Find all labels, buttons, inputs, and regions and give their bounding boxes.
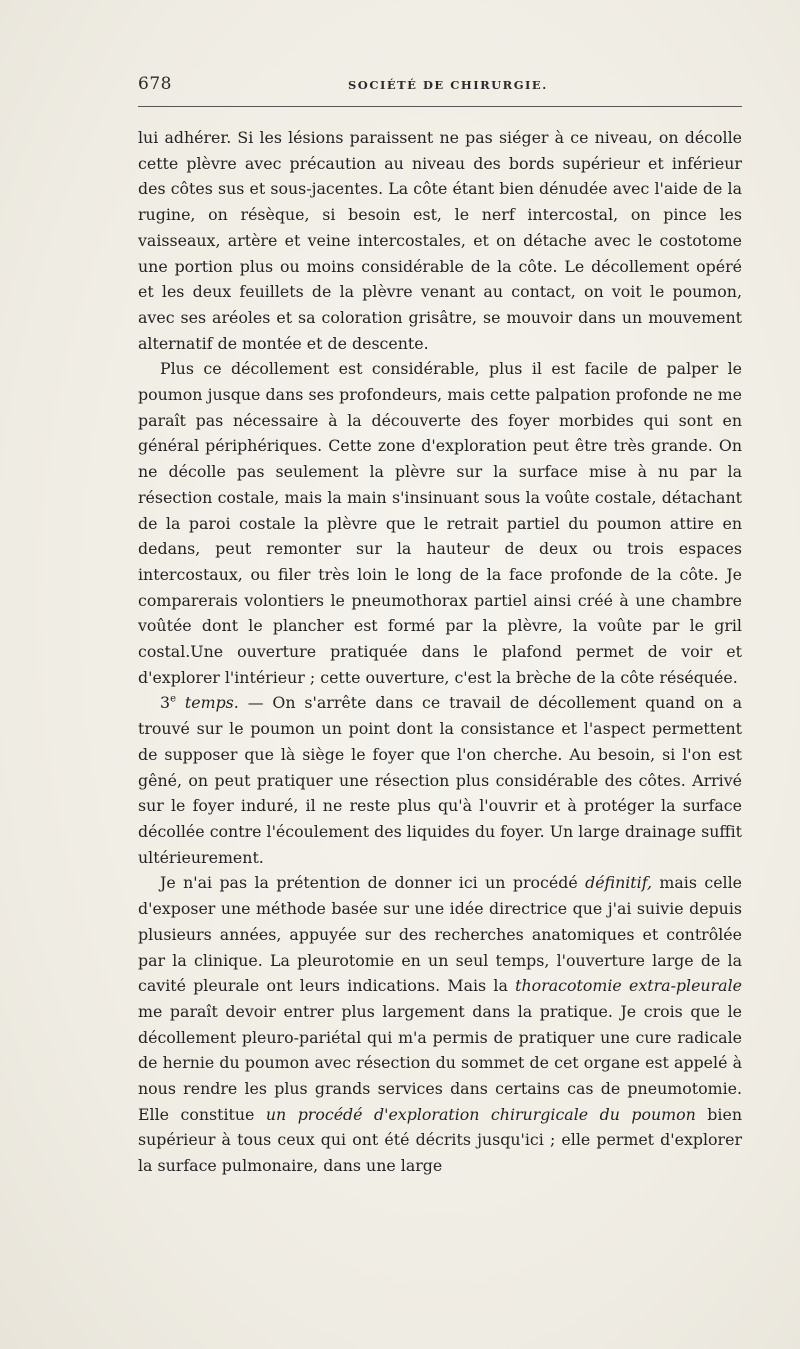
italic-text: temps. (184, 693, 239, 713)
text-run: lui adhérer. Si les lésions paraissent ne pas siéger à ce niveau, on décolle cette plèvre avec précaution au niveau des bords supérieur et inférieur des côtes sus et sous-jacentes. La côte étant bien dénudée avec l'aide de la rugine, on résèque, si besoin est, le nerf intercostal, on pince les vaisseaux, artère et veine intercostales, et on détache avec le costotome une portion plus ou moins considérable de la côte. Le décollement opéré et les deux feuillets de la plèvre venant au contact, on voit le poumon, avec ses aréoles et sa coloration grisâtre, se mouvoir dans un mouvement alternatif de montée et de descente. (138, 128, 742, 353)
text-run: Plus ce décollement est considérable, plus il est facile de palper le poumon jusque dans ses profondeurs, mais cette palpation profonde ne me paraît pas nécessaire à la découverte des foyer morbides qui sont en général périphériques. Cette zone d'exploration peut être très grande. On ne décolle pas seulement la plèvre sur la surface mise à nu par la résection costale, mais la main s'insinuant sous la voûte costale, détachant de la paroi costale la plèvre que le retrait partiel du poumon attire en dedans, peut remonter sur la hauteur de deux ou trois espaces intercostaux, ou filer très loin le long de la face profonde de la côte. Je comparerais volontiers le pneumothorax partiel ainsi créé à une chambre voûtée dont le plancher est formé par la plèvre, la voûte par le gril costal.Une ouverture pratiquée dans le plafond permet de voir et d'explorer l'intérieur ; cette ouverture, c'est la brèche de la côte réséquée. (138, 359, 742, 687)
superscript: e (170, 694, 176, 706)
running-title: SOCIÉTÉ DE CHIRURGIE. (348, 78, 548, 92)
italic-text: un procédé d'exploration chirurgicale du poumon (265, 1104, 696, 1124)
text-run: Je n'ai pas la prétention de donner ici un procédé (160, 873, 586, 893)
text-run (176, 693, 185, 712)
italic-text: définitif, (585, 873, 653, 893)
text-run: — On s'arrête dans ce travail de décollement quand on a trouvé sur le poumon un point dont la consistance et l'aspect permettent de supposer que là siège le foyer que l'on cherche. Au besoin, si l'on est gêné, on peut pratiquer une résection plus considérable des côtes. Arrivé sur le foyer induré, il ne reste plus qu'à l'ouvrir et à protéger la surface décollée contre l'écoulement des liquides du foyer. Un large drainage suffit ultérieurement. (138, 693, 742, 867)
header-divider (138, 106, 742, 107)
page-header (138, 74, 742, 100)
page-number: 678 (138, 74, 172, 94)
paragraph (138, 690, 742, 870)
text-run: mais celle d'exposer une méthode basée sur une idée directrice que j'ai suivie depuis plusieurs années, appuyée sur des recherches anatomiques et contrôlée par la clinique. La pleurotomie en un seul temps, l'ouverture large de la cavité pleurale ont leurs indications. Mais la (138, 873, 742, 996)
body-text (138, 125, 742, 1179)
paragraph (138, 870, 742, 1178)
italic-text: thoracotomie extra-pleurale (515, 976, 742, 996)
paragraph (138, 125, 742, 356)
text-run: 3 (160, 693, 171, 713)
paragraph (138, 356, 742, 690)
text-run: me paraît devoir entrer plus largement dans la pratique. Je crois que le décollement pleuro-pariétal qui m'a permis de pratiquer une cure radicale de hernie du poumon avec résection du sommet de cet organe est appelé à nous rendre les plus grands services dans certains cas de pneumotomie. Elle constitue (138, 1001, 742, 1124)
text-run: bien supérieur à tous ceux qui ont été décrits jusqu'ici ; elle permet d'explorer la surface pulmonaire, dans une large (138, 1104, 742, 1176)
